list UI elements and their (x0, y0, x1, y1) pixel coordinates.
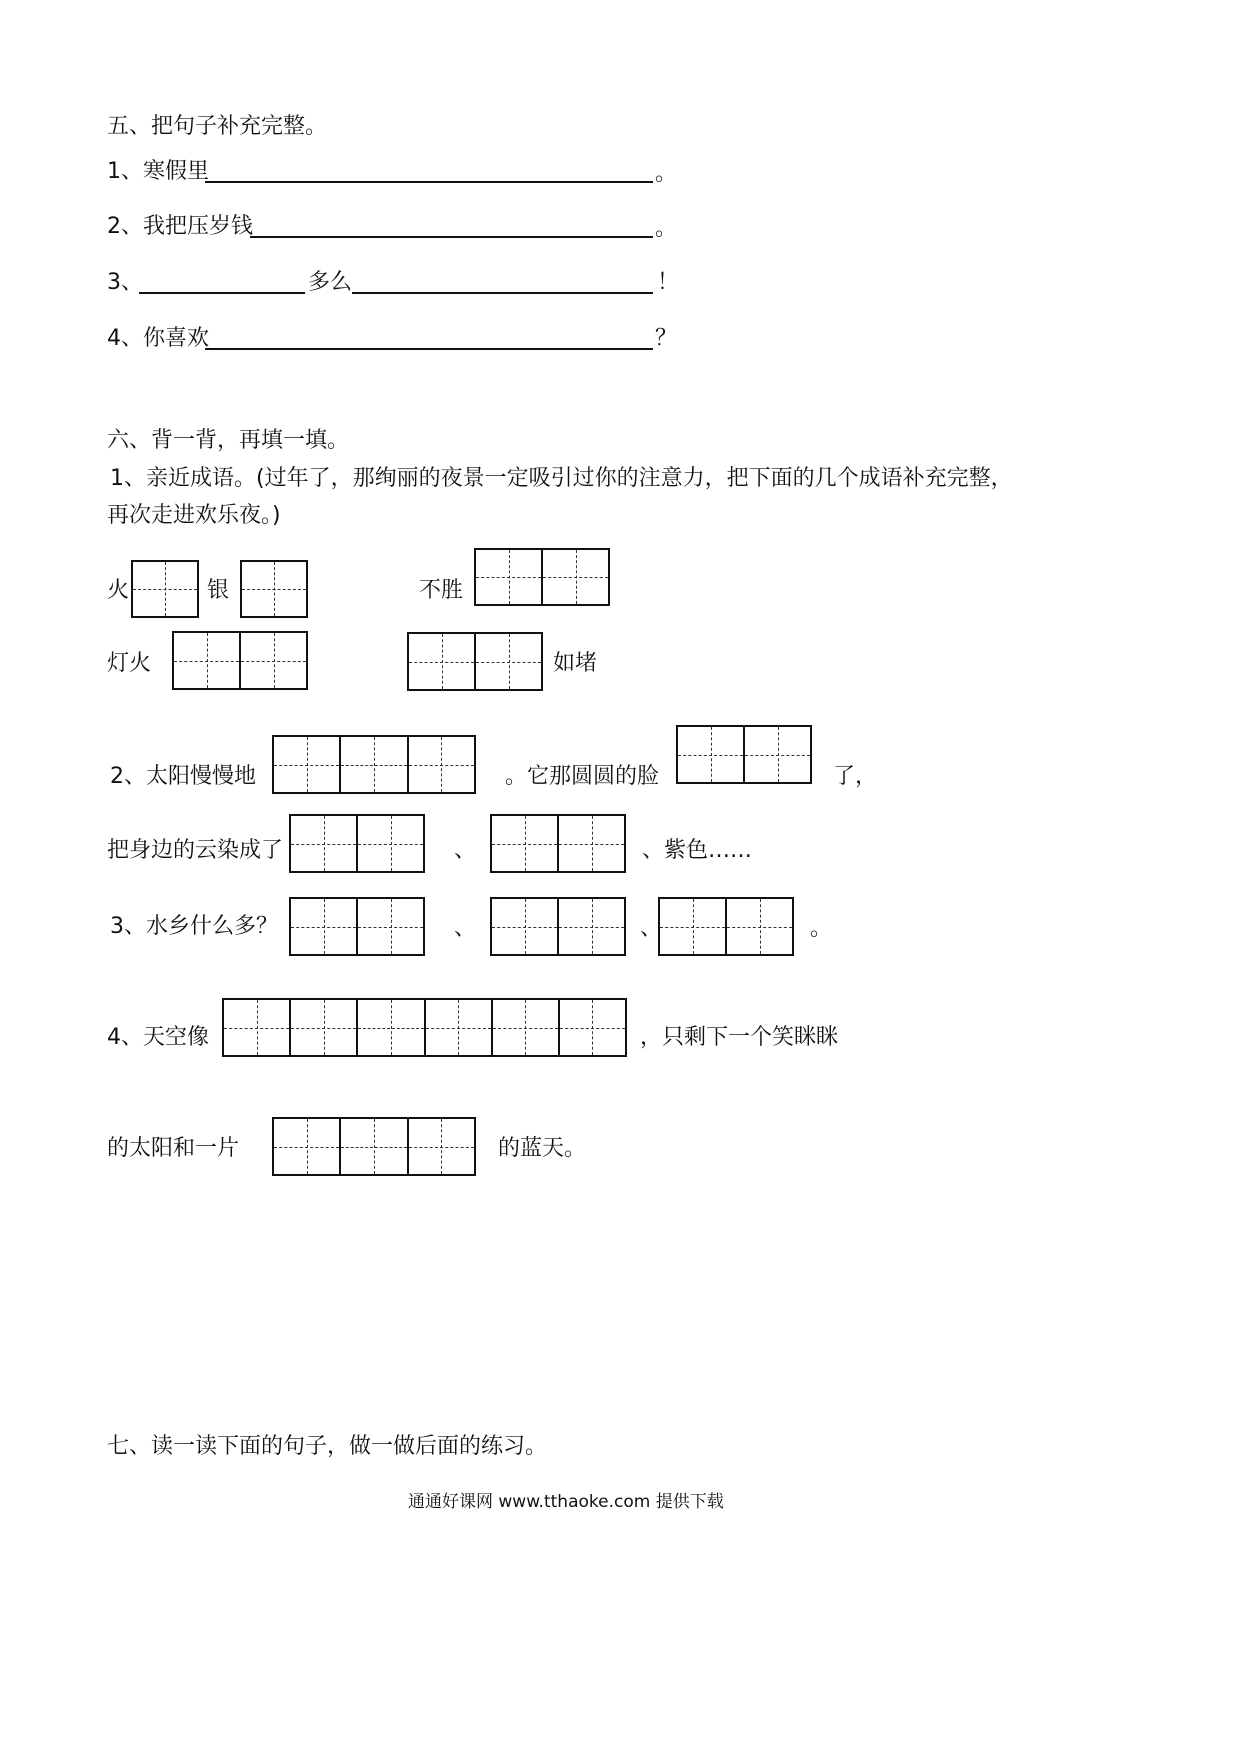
s6-q3-sep1: 、 (454, 916, 477, 941)
s6-q2-boxes-a[interactable] (272, 735, 476, 794)
s5-item4-end: ？ (655, 326, 678, 351)
s6-q4-end: ，只剩下一个笑眯眯 (640, 1025, 839, 1050)
s5-item2-blank[interactable] (250, 236, 653, 238)
s5-item3-blank-b[interactable] (352, 292, 653, 294)
s5-item1-blank[interactable] (205, 181, 653, 183)
section5-title: 五、把句子补充完整。 (107, 114, 328, 139)
s6-q2b-end: 、紫色…… (642, 838, 753, 863)
idiom-a-box2[interactable] (240, 560, 308, 618)
s5-item1-prefix: 1、寒假里 (107, 159, 209, 184)
s5-item3-end: ！ (657, 270, 680, 295)
idiom-a-char2: 银 (207, 578, 230, 603)
s6-q4-prefix: 4、天空像 (107, 1025, 209, 1050)
s5-item1-end: 。 (655, 161, 678, 186)
s6-q2b-boxes-a[interactable] (289, 814, 425, 873)
s6-q2b-prefix: 把身边的云染成了 (107, 838, 284, 863)
idiom-a-box1[interactable] (131, 560, 199, 618)
s6-q3-boxes-c[interactable] (658, 897, 794, 956)
idiom-b-boxes[interactable] (474, 548, 610, 606)
s6-q2b-sep: 、 (454, 838, 477, 863)
s6-q2b-boxes-b[interactable] (490, 814, 626, 873)
s6-q4b-boxes[interactable] (272, 1117, 476, 1176)
s5-item2-prefix: 2、我把压岁钱 (107, 214, 253, 239)
s6-q3-prefix: 3、水乡什么多？ (110, 914, 278, 939)
s6-q4b-prefix: 的太阳和一片 (107, 1136, 240, 1161)
s6-q4-boxes[interactable] (222, 998, 627, 1057)
s5-item4-blank[interactable] (205, 348, 653, 350)
section7-title: 七、读一读下面的句子，做一做后面的练习。 (107, 1434, 548, 1459)
s6-q1-line1: 1、亲近成语。(过年了，那绚丽的夜景一定吸引过你的注意力，把下面的几个成语补充完整， (110, 466, 1013, 491)
section6-title: 六、背一背，再填一填。 (107, 428, 350, 453)
idiom-a-char1: 火 (107, 578, 130, 603)
idiom-d-boxes[interactable] (407, 632, 543, 691)
s5-item3-prefix: 3、 (107, 270, 143, 295)
s6-q2-mid: 。它那圆圆的脸 (505, 764, 660, 789)
s5-item4-prefix: 4、你喜欢 (107, 326, 209, 351)
s6-q2-boxes-b[interactable] (676, 725, 812, 784)
idiom-c-boxes[interactable] (172, 631, 308, 690)
s6-q3-boxes-a[interactable] (289, 897, 425, 956)
page-footer: 通通好课网 www.tthaoke.com 提供下载 (408, 1492, 724, 1512)
s6-q2-end: 了， (833, 764, 878, 789)
s5-item2-end: 。 (655, 216, 678, 241)
s5-item3-mid: 多么 (308, 270, 353, 295)
s6-q1-line2: 再次走进欢乐夜。) (107, 503, 281, 528)
s5-item3-blank-a[interactable] (139, 292, 305, 294)
s6-q3-sep2: 、 (640, 916, 663, 941)
idiom-b-chars: 不胜 (419, 578, 464, 603)
s6-q4b-end: 的蓝天。 (498, 1136, 587, 1161)
s6-q2-prefix: 2、太阳慢慢地 (110, 764, 256, 789)
idiom-c-chars: 灯火 (107, 651, 152, 676)
s6-q3-boxes-b[interactable] (490, 897, 626, 956)
s6-q3-end: 。 (810, 916, 833, 941)
idiom-d-chars: 如堵 (553, 651, 598, 676)
